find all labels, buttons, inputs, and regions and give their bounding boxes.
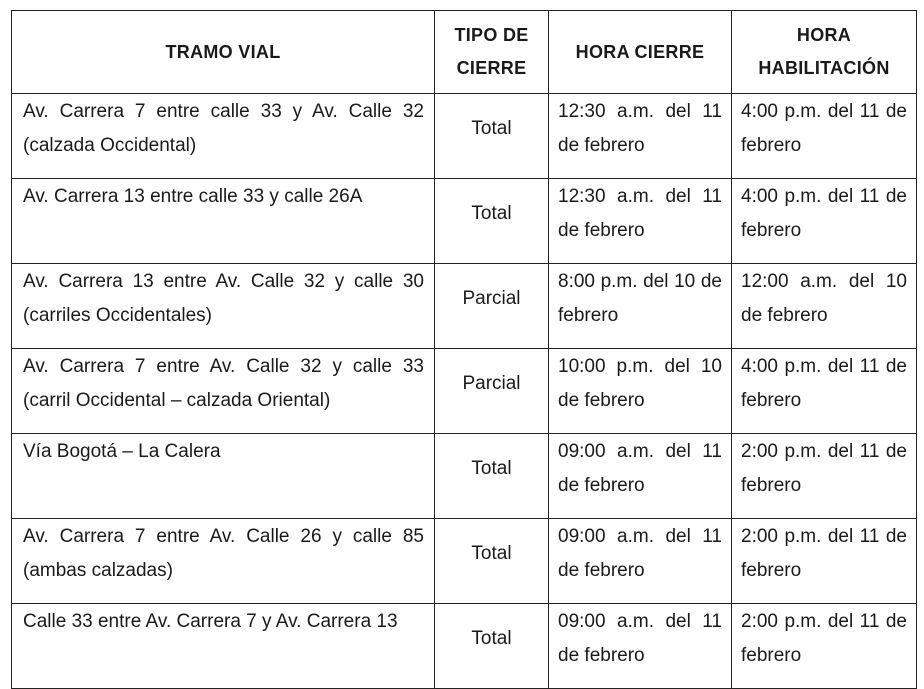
cell-hora-cierre: 8:00 p.m. del 10 de febrero xyxy=(549,264,732,349)
cell-tramo: Av. Carrera 7 entre calle 33 y Av. Calle 32 (calzada Occidental) xyxy=(12,94,435,179)
cell-hora-cierre: 10:00 p.m. del 10 de febrero xyxy=(549,349,732,434)
cell-hora-cierre: 12:30 a.m. del 11 de febrero xyxy=(549,94,732,179)
table-row xyxy=(12,519,917,604)
cell-hora-habilitacion: 2:00 p.m. del 11 de febrero xyxy=(732,434,917,519)
header-tipo-cierre xyxy=(435,11,549,94)
table-row xyxy=(12,179,917,264)
header-tipo-label xyxy=(435,19,548,85)
cell-tramo: Vía Bogotá – La Calera xyxy=(12,434,435,519)
cell-hora-cierre: 09:00 a.m. del 11 de febrero xyxy=(549,434,732,519)
cell-tipo: Parcial xyxy=(435,349,549,434)
header-cierre-label: HORA CIERRE xyxy=(575,41,705,62)
cell-hora-habilitacion: 4:00 p.m. del 11 de febrero xyxy=(732,349,917,434)
cell-tramo: Av. Carrera 13 entre Av. Calle 32 y calle 30 (carriles Occidentales) xyxy=(12,264,435,349)
cell-tramo: Av. Carrera 7 entre Av. Calle 32 y calle 33 (carril Occidental – calzada Oriental) xyxy=(12,349,435,434)
header-hab-label xyxy=(732,19,916,85)
cell-hora-habilitacion: 2:00 p.m. del 11 de febrero xyxy=(732,604,917,689)
cell-tipo: Parcial xyxy=(435,264,549,349)
table-header-row xyxy=(12,11,917,94)
header-hab-line2: HABILITACIÓN xyxy=(758,58,890,78)
cell-hora-habilitacion: 4:00 p.m. del 11 de febrero xyxy=(732,94,917,179)
cell-tipo: Total xyxy=(435,94,549,179)
cell-tipo: Total xyxy=(435,604,549,689)
cell-tramo: Av. Carrera 7 entre Av. Calle 26 y calle 85 (ambas calzadas) xyxy=(12,519,435,604)
header-tipo-line1: TIPO DE xyxy=(454,25,529,45)
cell-tramo: Av. Carrera 13 entre calle 33 y calle 26A xyxy=(12,179,435,264)
cell-tramo: Calle 33 entre Av. Carrera 7 y Av. Carrera 13 xyxy=(12,604,435,689)
table-row xyxy=(12,94,917,179)
table-row xyxy=(12,604,917,689)
cell-hora-habilitacion: 2:00 p.m. del 11 de febrero xyxy=(732,519,917,604)
header-hora-cierre xyxy=(549,11,732,94)
road-closures-table xyxy=(11,10,917,689)
cell-hora-habilitacion: 4:00 p.m. del 11 de febrero xyxy=(732,179,917,264)
cell-hora-cierre: 12:30 a.m. del 11 de febrero xyxy=(549,179,732,264)
table-row xyxy=(12,264,917,349)
header-tipo-line2: CIERRE xyxy=(456,58,527,78)
cell-tipo: Total xyxy=(435,519,549,604)
table-row xyxy=(12,349,917,434)
cell-tipo: Total xyxy=(435,434,549,519)
table-row xyxy=(12,434,917,519)
header-hab-line1: HORA xyxy=(796,25,852,45)
cell-tipo: Total xyxy=(435,179,549,264)
cell-hora-habilitacion: 12:00 a.m. del 10 de febrero xyxy=(732,264,917,349)
header-tramo-label: TRAMO VIAL xyxy=(165,41,281,62)
cell-hora-cierre: 09:00 a.m. del 11 de febrero xyxy=(549,519,732,604)
header-tramo-vial xyxy=(12,11,435,94)
header-hora-habilitacion xyxy=(732,11,917,94)
cell-hora-cierre: 09:00 a.m. del 11 de febrero xyxy=(549,604,732,689)
